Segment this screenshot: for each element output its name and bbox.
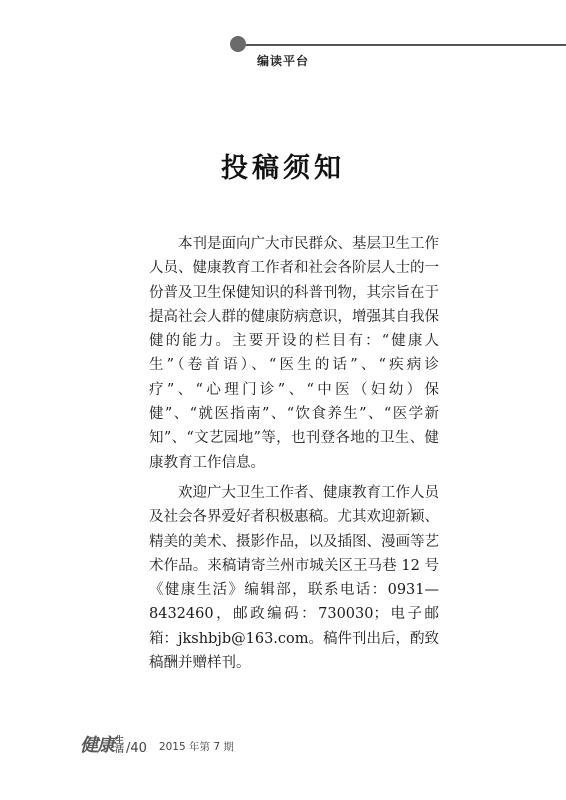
header-bullet-dot: [230, 36, 246, 52]
paragraph-submission: 欢迎广大卫生工作者、健康教育工作人员及社会各界爱好者积极惠稿。尤其欢迎新颖、精美的美术、摄影作品，以及插图、漫画等艺术作品。来稿请寄兰州市城关区王马巷 12 号《健康生活》编辑部，联系电话：0931—8432460，邮政编码：730030；电子邮箱：jkshbjb@163.com。稿件刊出后，酌致稿酬并赠样刊。: [149, 484, 440, 672]
magazine-logo: 健康: [80, 735, 114, 756]
article-body: [149, 232, 439, 675]
page-number: /40: [126, 741, 147, 756]
page-title: 投稿须知: [221, 153, 345, 184]
page-footer: [80, 733, 234, 757]
magazine-logo-sub: 生活: [115, 736, 125, 755]
paragraph-intro: 本刊是面向广大市民群众、基层卫生工作人员、健康教育工作者和社会各阶层人士的一份普及卫生保健知识的科普刊物，其宗旨在于提高社会人群的健康防病意识，增强其自我保健的能力。主要开设的栏目有：“健康人生”（卷首语）、“医生的话”、“疾病诊疗”、“心理门诊”、“中医（妇幼）保健”、“就医指南”、“饮食养生”、“医学新知”、“文艺园地”等，也刊登各地的卫生、健康教育工作信息。: [149, 236, 439, 471]
section-label: 编读平台: [257, 54, 310, 68]
issue-label: 2015 年第 7 期: [158, 741, 234, 753]
header-rule: [238, 44, 566, 46]
